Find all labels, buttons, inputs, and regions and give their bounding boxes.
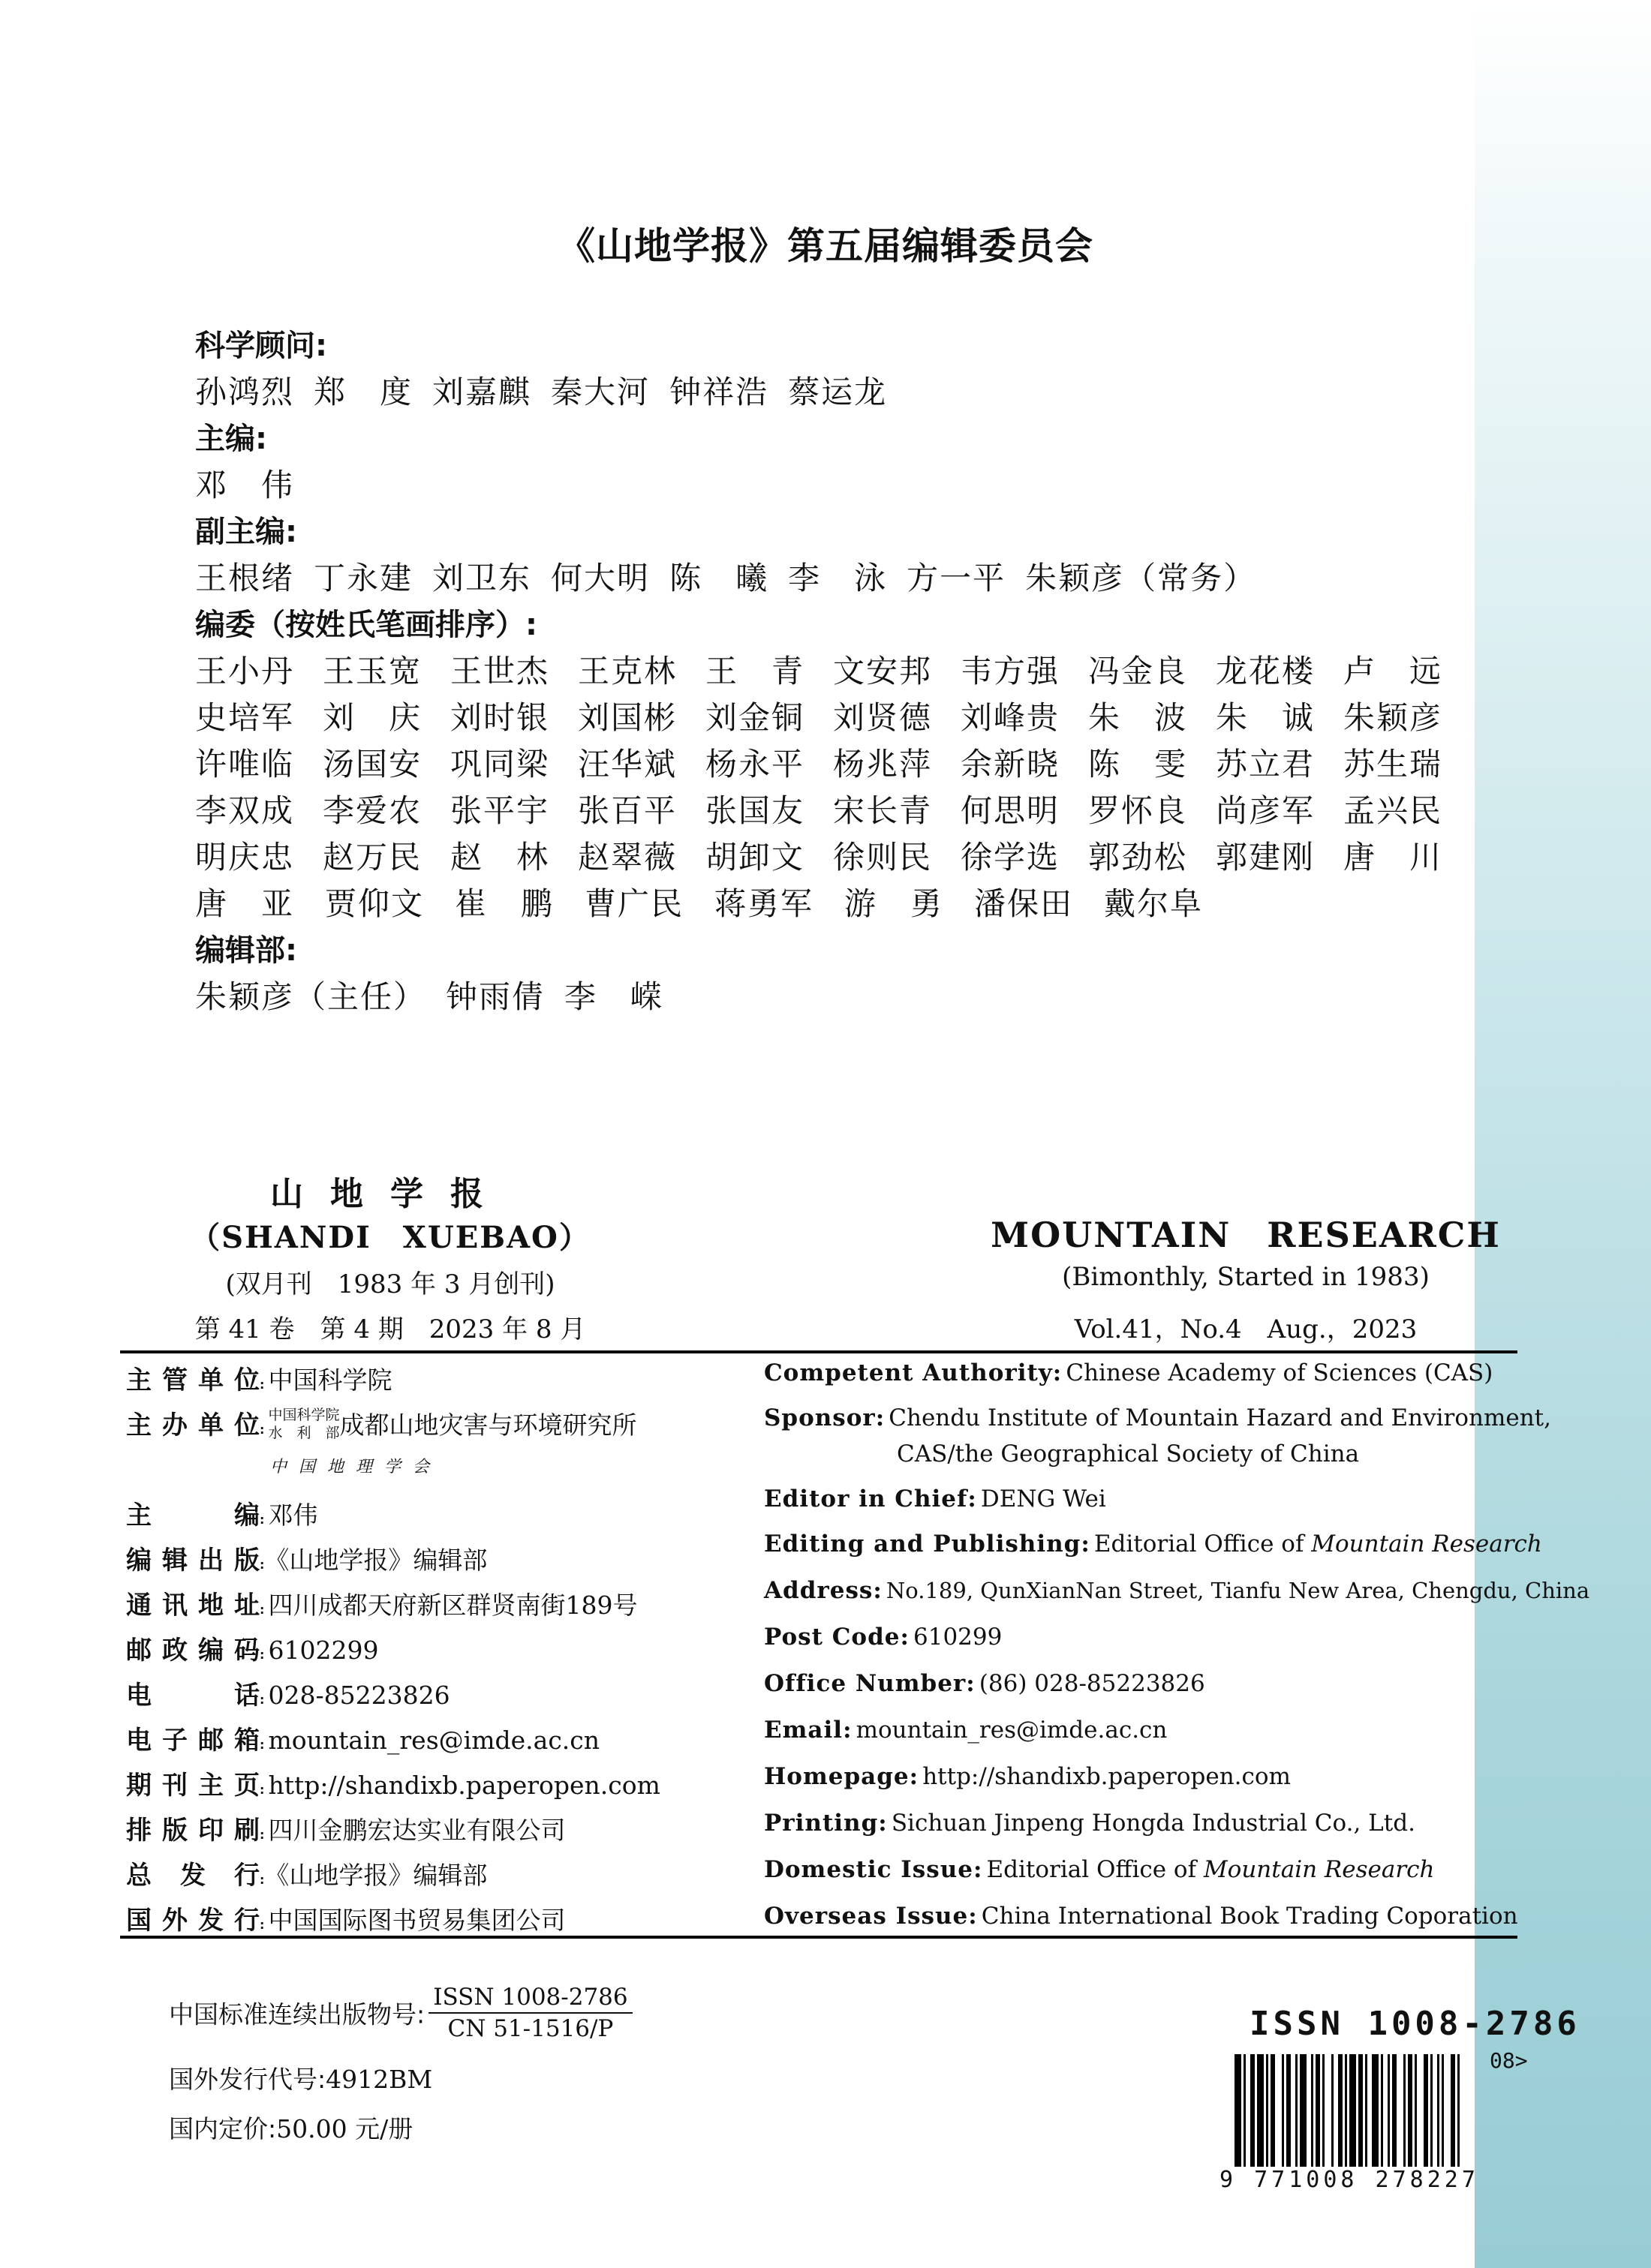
member-name: 徐学选 xyxy=(961,839,1060,876)
person-name: 李 泳 xyxy=(788,560,888,596)
office-label: 编辑部: xyxy=(195,933,297,968)
member-name: 刘 庆 xyxy=(323,699,423,736)
barcode-bar xyxy=(1388,2054,1390,2167)
sponsor-seal: 中国地理学会 xyxy=(270,1458,442,1476)
member-name: 汤国安 xyxy=(323,746,423,783)
member-name: 刘国彬 xyxy=(578,699,678,736)
person-name: 朱颖彦（主任） xyxy=(195,978,427,1015)
advisors-label: 科学顾问: xyxy=(195,329,327,363)
person-name: 蔡运龙 xyxy=(788,374,888,410)
info-cn-overseas: 国外发行: 中国国际图书贸易集团公司 xyxy=(126,1906,566,1936)
member-name: 戴尔阜 xyxy=(1104,885,1204,922)
info-en-office: Office Number: (86) 028-85223826 xyxy=(764,1670,1205,1697)
member-name: 杨永平 xyxy=(705,746,805,783)
members-grid xyxy=(195,648,1471,927)
member-name: 刘金铜 xyxy=(705,699,805,736)
member-name: 冯金良 xyxy=(1088,653,1188,689)
barcode-bar xyxy=(1392,2054,1397,2167)
info-cn-sponsor: 主办单位: 中国科学院 水 利 部成都山地灾害与环境研究所 xyxy=(126,1407,637,1441)
member-name: 刘峰贵 xyxy=(961,699,1060,736)
barcode-bar xyxy=(1250,2054,1255,2167)
barcode-bar xyxy=(1437,2054,1439,2167)
members-row xyxy=(195,741,1471,788)
members-row xyxy=(195,695,1471,741)
member-name: 余新晓 xyxy=(961,746,1060,783)
person-name: 李 嵘 xyxy=(564,978,664,1015)
member-name: 郭劲松 xyxy=(1088,839,1188,876)
member-name: 张国友 xyxy=(705,792,805,829)
member-name: 陈 雯 xyxy=(1088,746,1188,783)
member-name: 曹广民 xyxy=(585,885,684,922)
members-row xyxy=(195,834,1471,881)
member-name: 李爱农 xyxy=(323,792,423,829)
info-cn-address: 通讯地址: 四川成都天府新区群贤南街189号 xyxy=(126,1591,638,1621)
barcode-bar xyxy=(1349,2054,1356,2167)
sponsor-stack: 中国科学院 水 利 部 xyxy=(268,1407,340,1441)
members-row xyxy=(195,648,1471,695)
member-name: 郭建刚 xyxy=(1216,839,1316,876)
member-name: 明庆忠 xyxy=(195,839,295,876)
info-en-postcode: Post Code: 610299 xyxy=(764,1624,1003,1651)
member-name: 孟兴民 xyxy=(1343,792,1443,829)
member-name: 王玉宽 xyxy=(323,653,423,689)
barcode-bar xyxy=(1381,2054,1383,2167)
person-name: 邓 伟 xyxy=(195,467,295,503)
info-en-address: Address: No.189, QunXianNan Street, Tianfu New Area, Chengdu, China xyxy=(764,1577,1590,1604)
barcode-bar xyxy=(1345,2054,1347,2167)
member-name: 龙花楼 xyxy=(1216,653,1316,689)
member-name: 文安邦 xyxy=(833,653,933,689)
person-name: 孙鸿烈 xyxy=(195,374,295,410)
person-name: 朱颖彦（常务） xyxy=(1025,560,1257,596)
member-name: 王 青 xyxy=(705,653,805,689)
info-en-printing: Printing: Sichuan Jinpeng Hongda Industrial Co., Ltd. xyxy=(764,1810,1415,1837)
barcode-bar xyxy=(1282,2054,1284,2167)
member-name: 苏立君 xyxy=(1216,746,1316,783)
info-cn-phone: 电 话: 028-85223826 xyxy=(126,1681,450,1711)
info-en-email: Email: mountain_res@imde.ac.cn xyxy=(764,1717,1168,1744)
barcode-digits: 9 771008 278227 xyxy=(1219,2167,1479,2193)
member-name: 蒋勇军 xyxy=(714,885,814,922)
member-name: 张平宇 xyxy=(450,792,550,829)
members-label: 编委（按姓氏笔画排序）: xyxy=(195,608,537,642)
journal-frequency-cn: (双月刊 1983 年 3 月创刊) xyxy=(225,1269,555,1299)
journal-volume-en: Vol.41，No.4 Aug.，2023 xyxy=(1074,1314,1418,1344)
member-name: 罗怀良 xyxy=(1088,792,1188,829)
members-row xyxy=(195,881,1471,927)
issn-fraction xyxy=(429,1982,632,2044)
member-name: 史培军 xyxy=(195,699,295,736)
barcode-bar xyxy=(1457,2054,1460,2167)
info-en-homepage: Homepage: http://shandixb.paperopen.com xyxy=(764,1763,1291,1790)
deputy-label: 副主编: xyxy=(195,515,297,549)
member-name: 王世杰 xyxy=(450,653,550,689)
member-name: 刘贤德 xyxy=(833,699,933,736)
top-rule xyxy=(120,1350,1517,1353)
info-en-editor: Editor in Chief: DENG Wei xyxy=(764,1485,1106,1513)
member-name: 韦方强 xyxy=(961,653,1060,689)
person-name: 刘嘉麒 xyxy=(432,374,532,410)
member-name: 张百平 xyxy=(578,792,678,829)
member-name: 宋长青 xyxy=(833,792,933,829)
member-name: 潘保田 xyxy=(974,885,1074,922)
advisors-list xyxy=(195,369,1471,416)
person-name: 何大明 xyxy=(551,560,651,596)
member-name: 巩同梁 xyxy=(450,746,550,783)
person-name: 陈 曦 xyxy=(669,560,769,596)
info-en-authority: Competent Authority: Chinese Academy of Sciences (CAS) xyxy=(764,1359,1493,1386)
person-name: 秦大河 xyxy=(551,374,651,410)
barcode-bar xyxy=(1415,2054,1417,2167)
member-name: 朱 诚 xyxy=(1216,699,1316,736)
cn-number: CN 51-1516/P xyxy=(447,2015,614,2042)
member-name: 汪华斌 xyxy=(578,746,678,783)
person-name: 钟雨倩 xyxy=(446,978,546,1015)
member-name: 朱颖彦 xyxy=(1343,699,1443,736)
member-name: 唐 亚 xyxy=(195,885,295,922)
info-cn-postcode: 邮政编码: 6102299 xyxy=(126,1636,379,1666)
member-name: 尚彦军 xyxy=(1216,792,1316,829)
member-name: 游 勇 xyxy=(844,885,944,922)
chief-list xyxy=(195,462,1471,509)
board-title: 《山地学报》第五届编辑委员会 xyxy=(558,224,1093,268)
barcode-bar xyxy=(1311,2054,1313,2167)
member-name: 王克林 xyxy=(578,653,678,689)
member-name: 卢 远 xyxy=(1343,653,1443,689)
info-cn-email: 电子邮箱: mountain_res@imde.ac.cn xyxy=(126,1726,600,1756)
info-en-publishing: Editing and Publishing: Editorial Office of Mountain Research xyxy=(764,1531,1542,1558)
member-name: 朱 波 xyxy=(1088,699,1188,736)
office-list xyxy=(195,974,1471,1020)
barcode-bar xyxy=(1316,2054,1320,2167)
barcode-bar xyxy=(1322,2054,1325,2167)
barcode-bar xyxy=(1244,2054,1246,2167)
barcode-bar xyxy=(1266,2054,1268,2167)
person-name: 王根绪 xyxy=(195,560,295,596)
barcode-bar xyxy=(1372,2054,1379,2167)
member-name: 唐 川 xyxy=(1343,839,1443,876)
member-name: 苏生瑞 xyxy=(1343,746,1443,783)
info-en-sponsor: Sponsor: Chendu Institute of Mountain Hazard and Environment, xyxy=(764,1404,1551,1431)
editorial-board xyxy=(195,323,1471,1020)
barcode-bar xyxy=(1365,2054,1367,2167)
member-name: 赵翠薇 xyxy=(578,839,678,876)
issn-number: ISSN 1008-2786 xyxy=(429,1982,632,2014)
barcode-bar xyxy=(1442,2054,1444,2167)
barcode-bar xyxy=(1295,2054,1298,2167)
barcode-bar xyxy=(1271,2054,1275,2167)
barcode-bar xyxy=(1403,2054,1406,2167)
bottom-rule xyxy=(120,1936,1517,1939)
person-name: 郑 度 xyxy=(314,374,414,410)
barcode-graphic xyxy=(1234,2054,1527,2167)
member-name: 李双成 xyxy=(195,792,295,829)
person-name: 丁永建 xyxy=(314,560,414,596)
issn-block xyxy=(169,1982,633,2044)
member-name: 贾仰文 xyxy=(325,885,425,922)
price: 国内定价:50.00 元/册 xyxy=(169,2114,414,2143)
barcode-bar xyxy=(1424,2054,1428,2167)
member-name: 王小丹 xyxy=(195,653,295,689)
barcode-bar xyxy=(1234,2054,1241,2167)
barcode-bar xyxy=(1300,2054,1307,2167)
info-en-domestic: Domestic Issue: Editorial Office of Mountain Research xyxy=(764,1856,1435,1883)
info-cn-editor: 主 编: 邓伟 xyxy=(126,1500,318,1531)
deputy-list xyxy=(195,555,1471,602)
member-name: 胡卸文 xyxy=(705,839,805,876)
barcode-bar xyxy=(1286,2054,1291,2167)
info-cn-printing: 排版印刷: 四川金鹏宏达实业有限公司 xyxy=(126,1816,566,1846)
barcode-bar xyxy=(1331,2054,1334,2167)
issn-label: 中国标准连续出版物号: xyxy=(169,1999,426,2029)
journal-pinyin: （SHANDI XUEBAO） xyxy=(190,1220,591,1255)
info-cn-distribution: 总 发 行:《山地学报》编辑部 xyxy=(126,1861,488,1891)
member-name: 徐则民 xyxy=(833,839,933,876)
members-row xyxy=(195,788,1471,834)
barcode-bar xyxy=(1408,2054,1412,2167)
barcode-bar xyxy=(1257,2054,1264,2167)
chief-label: 主编: xyxy=(195,422,267,456)
info-en-overseas: Overseas Issue: China International Book Trading Coporation xyxy=(764,1903,1518,1930)
journal-name-en: MOUNTAIN RESEARCH xyxy=(991,1215,1501,1255)
info-cn-publishing: 编辑出版:《山地学报》编辑部 xyxy=(126,1546,488,1576)
barcode-bar xyxy=(1451,2054,1455,2167)
barcode-bar xyxy=(1338,2054,1343,2167)
member-name: 崔 鹏 xyxy=(455,885,555,922)
info-cn-authority: 主管单位: 中国科学院 xyxy=(126,1365,392,1395)
barcode-issn: ISSN 1008-2786 xyxy=(1250,2005,1580,2043)
member-name: 杨兆萍 xyxy=(833,746,933,783)
info-cn-homepage: 期刊主页: http://shandixb.paperopen.com xyxy=(126,1771,660,1801)
journal-volume-cn: 第 41 卷 第 4 期 2023 年 8 月 xyxy=(194,1314,586,1344)
barcode-bar xyxy=(1430,2054,1433,2167)
member-name: 许唯临 xyxy=(195,746,295,783)
info-en-sponsor-2: CAS/the Geographical Society of China xyxy=(897,1440,1360,1467)
barcode-bar xyxy=(1358,2054,1363,2167)
member-name: 赵 林 xyxy=(450,839,550,876)
member-name: 何思明 xyxy=(961,792,1060,829)
member-name: 刘时银 xyxy=(450,699,550,736)
barcode-addon: 08> xyxy=(1490,2048,1528,2073)
journal-name-cn: 山地学报 xyxy=(270,1175,510,1213)
overseas-code: 国外发行代号:4912BM xyxy=(169,2065,433,2094)
journal-frequency-en: (Bimonthly, Started in 1983) xyxy=(1062,1262,1430,1292)
person-name: 钟祥浩 xyxy=(669,374,769,410)
member-name: 赵万民 xyxy=(323,839,423,876)
person-name: 刘卫东 xyxy=(432,560,532,596)
person-name: 方一平 xyxy=(907,560,1006,596)
